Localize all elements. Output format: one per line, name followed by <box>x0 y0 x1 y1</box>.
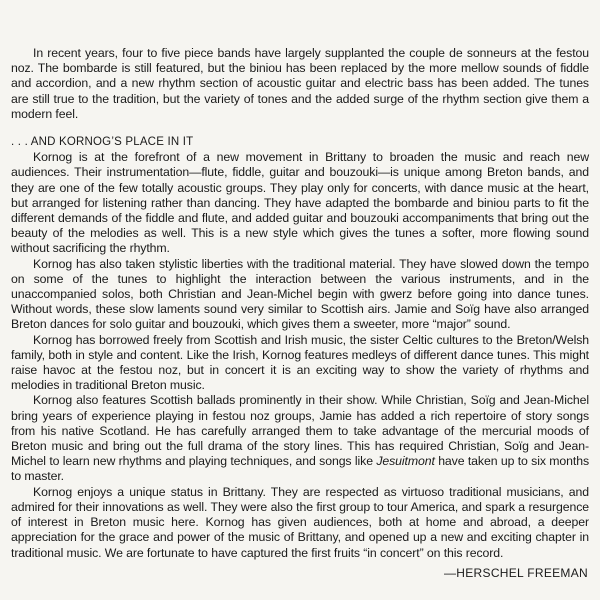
song-title-jesuitmont: Jesuitmont <box>376 454 435 469</box>
author-signature: —HERSCHEL FREEMAN <box>443 566 588 580</box>
paragraph-scottish-ballads-end: have taken up to six months to master. <box>11 454 589 484</box>
paragraph-instrumentation: Kornog is at the forefront of a new movement in Brittany to broaden the music and reach new audiences. Their instrumentation—flute, fiddle, guitar and bouzouki—is unique among Breton bands, and they are one of the few totally acoustic groups. They play only for concerts, with dance music at the heart, but arranged for listening rather than dancing. They have adapted the bombarde and biniou parts to fit the different demands of the fiddle and flute, and added guitar and bouzouki accompaniments that bring out the beauty of the melodies as well. This is a new style which gives the tunes a softer, more flowing sound without sacrificing the rhythm. <box>11 150 589 256</box>
intro-paragraph: In recent years, four to five piece bands have largely supplanted the couple de sonneurs at the festou noz. The bombarde is still featured, but the biniou has been replaced by the more mellow sounds of fiddle and accordion, and a new rhythm section of acoustic guitar and electric bass has been added. The tunes are still true to the tradition, but the variety of tones and the added surge of the rhythm section give them a modern feel. <box>11 46 589 121</box>
paragraph-scottish-irish: Kornog has borrowed freely from Scottish and Irish music, the sister Celtic cultures to the Breton/Welsh family, both in style and content. Like the Irish, Kornog features medleys of different dance tunes. This might raise havoc at the festou noz, but in concert it is an exciting way to show the variety of rhythms and melodies in traditional Breton music. <box>11 332 589 393</box>
paragraph-scottish-ballads-text: Kornog also features Scottish ballads prominently in their show. While Christian, Soïg and Jean-Michel bring years of experience playing in festou noz groups, Jamie has added a rich repertoire of story songs from his native Scotland. He has carefully arranged them to take advantage of the mercurial moods of Breton music and bring out the full drama of the story lines. This has required Christian, Soïg and Jean-Michel to learn new rhythms and playing techniques, and songs like <box>11 393 589 469</box>
liner-notes-text <box>11 46 589 561</box>
paragraph-scottish-ballads <box>11 393 589 484</box>
paragraph-unique-status: Kornog enjoys a unique status in Brittany. They are respected as virtuoso traditional musicians, and admired for their innovations as well. They were also the first group to tour America, and spark a resurgence of interest in Breton music here. Kornog has given audiences, both at home and abroad, a deeper appreciation for the grace and power of the music of Brittany, and opened up a new and exciting chapter in traditional music. We are fortunate to have captured the first fruits “in concert” on this record. <box>11 484 589 560</box>
section-heading: . . . AND KORNOG’S PLACE IN IT <box>11 136 194 149</box>
paragraph-stylistic-liberties: Kornog has also taken stylistic liberties with the traditional material. They have slowed down the tempo on some of the tunes to highlight the interaction between the various instruments, and in the unaccompanied solos, both Christian and Jean-Michel begin with gwerz before going into dance tunes. Without words, these slow laments sound very similar to Scottish airs. Jamie and Soïg have also arranged Breton dances for solo guitar and bouzouki, which gives them a sweeter, more “major” sound. <box>11 256 589 332</box>
